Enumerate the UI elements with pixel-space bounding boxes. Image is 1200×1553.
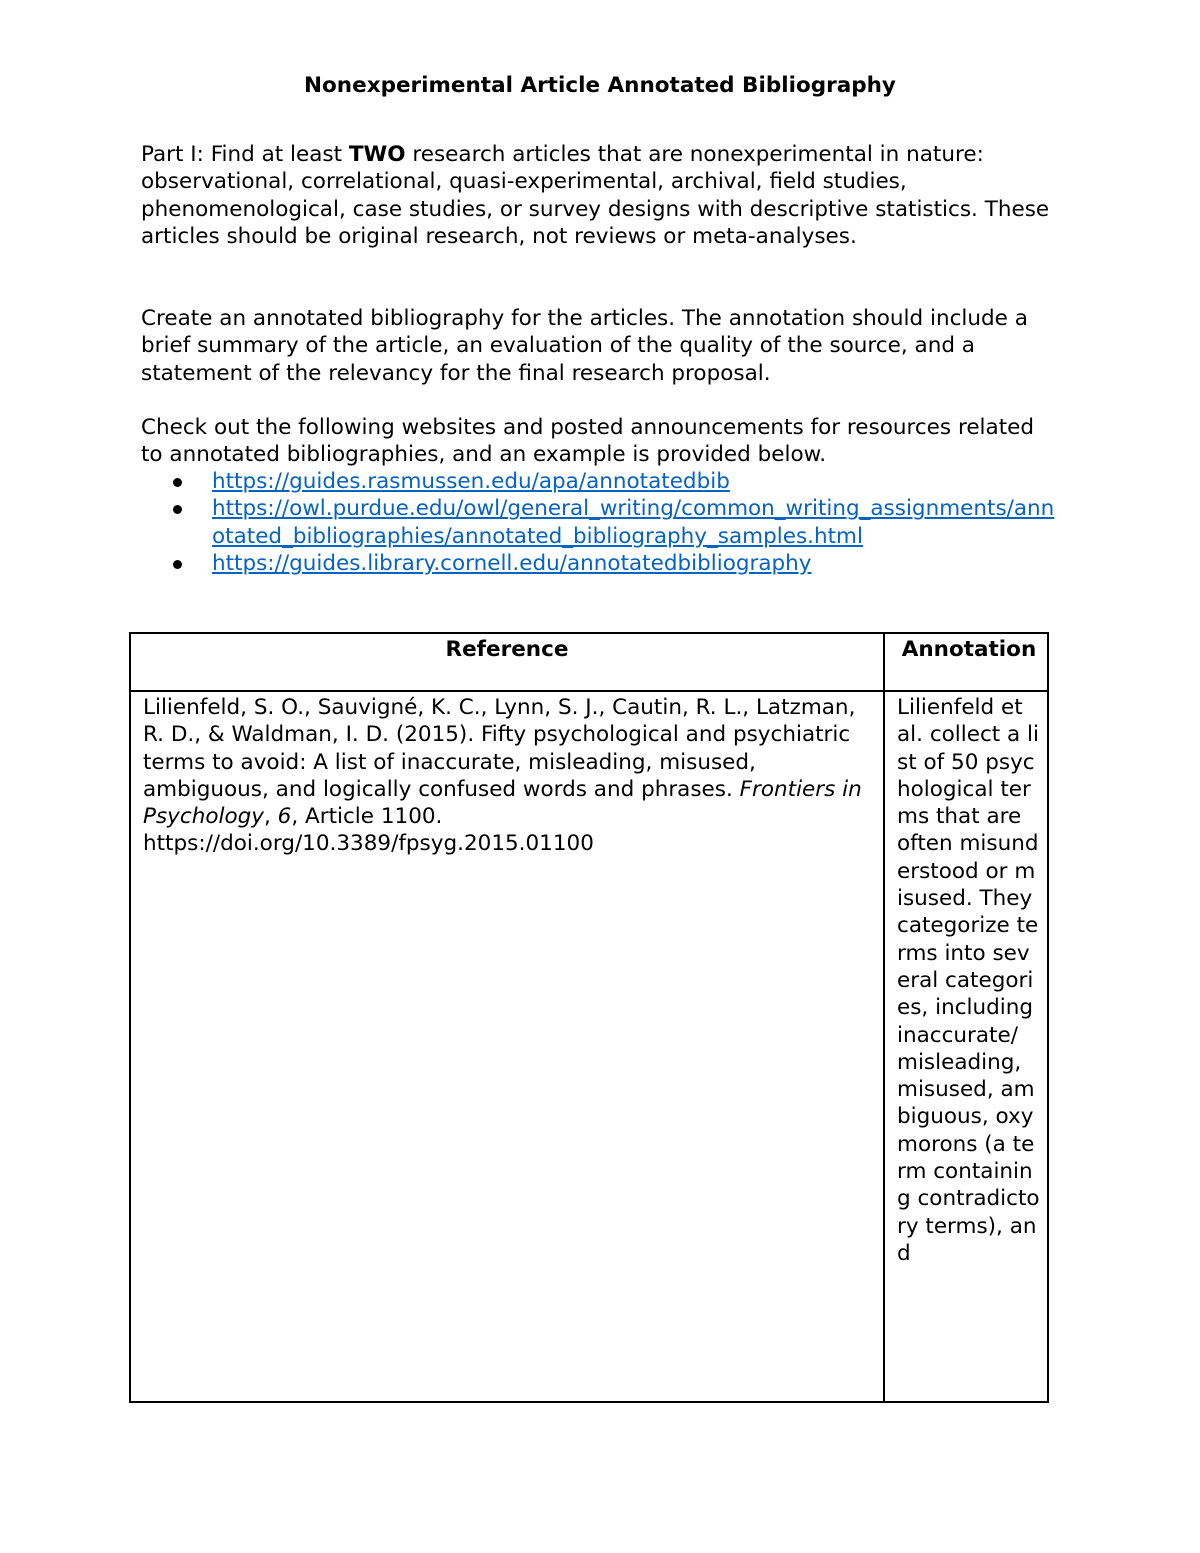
bullet-icon [173,505,182,514]
bullet-icon [173,560,182,569]
instructions-paragraph: Create an annotated bibliography for the articles. The annotation should include a brief summary of the article, an evaluation of the quality of the source, and a statement of the relevancy for the final research proposal. [141,306,1028,386]
journal-volume: 6 [277,804,292,830]
resource-link-list [141,468,1061,577]
annotation-cell: Lilienfeld et al. collect a list of 50 psychological terms that are often misunderstood or misused. They categorize terms into several categories, including inaccurate/ misleading, misused, ambiguous, oxymorons (a term containing contradictory terms), and [884,691,1048,1402]
purdue-owl-link[interactable]: https://owl.purdue.edu/owl/general_writing/common_writing_assignments/annotated_bibliographies/annotated_bibliography_samples.html [212,496,1055,549]
rasmussen-link[interactable]: https://guides.rasmussen.edu/apa/annotatedbib [212,469,730,494]
part-one-emphasis: TWO [348,142,406,167]
reference-comma: , [264,804,278,830]
reference-tail: , Article 1100. https://doi.org/10.3389/fpsyg.2015.01100 [143,804,594,857]
list-item [141,550,1061,577]
table-row [130,691,1048,1402]
table-header-row [130,633,1048,691]
document-title: Nonexperimental Article Annotated Bibliography [304,73,896,98]
annotation-header: Annotation [884,633,1048,691]
list-item [141,468,1061,495]
journal-name: Frontiers in Psychology [143,776,862,830]
reference-text: Lilienfeld, S. O., Sauvigné, K. C., Lynn, S. J., Cautin, R. L., Latzman, R. D., & Waldman, I. D. (2015). Fifty psychological and psychiatric terms to avoid: A list of inaccurate, misleading, misused, ambiguous, and logically confused words and phrases. [143,695,856,802]
part-one-suffix: research articles that are nonexperimental in nature: observational, correlational, quasi-experimental, archival, field studies, phenomenological, case studies, or survey designs with descriptive statistics. These articles should be original research, not reviews or meta-analyses. [141,142,1050,249]
cornell-link[interactable]: https://guides.library.cornell.edu/annotatedbibliography [212,550,812,576]
reference-cell [130,691,884,1402]
reference-header: Reference [130,633,884,691]
part-one-paragraph [141,141,1061,250]
list-item [141,495,1061,550]
part-one-prefix: Part I: Find at least [141,142,349,167]
bibliography-table [129,632,1049,1403]
bullet-icon [173,478,182,487]
resources-paragraph: Check out the following websites and posted announcements for resources related to annotated bibliographies, and an example is provided below. [141,415,1034,468]
